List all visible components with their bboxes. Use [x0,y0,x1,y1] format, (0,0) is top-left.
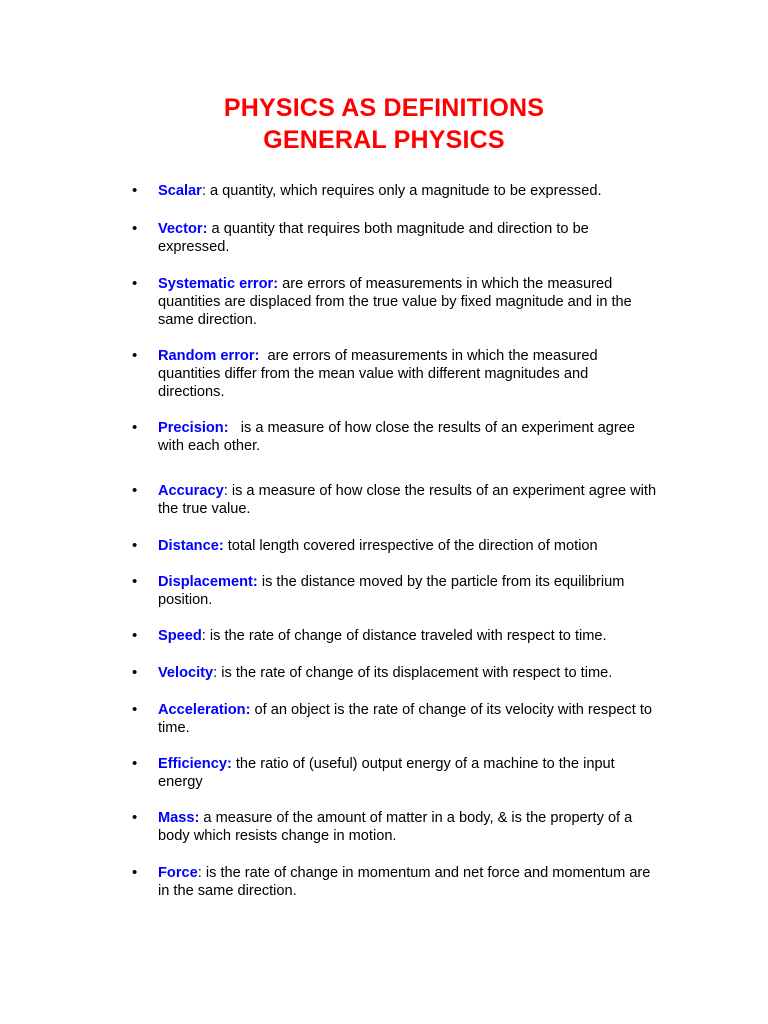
definition-term: Speed [158,628,202,644]
definition-text: is the distance moved by the particle from its equilibrium position. [158,574,629,609]
bullet-icon: • [132,182,138,199]
bullet-icon: • [132,537,138,554]
bullet-icon: • [132,627,138,644]
bullet-icon: • [132,419,138,436]
definition-text: total length covered irrespective of the direction of motion [223,538,598,554]
bullet-icon: • [132,755,138,772]
definition-text: is a measure of how close the results of an experiment agree with each other. [158,420,640,455]
definition-term: Random error: [158,348,260,364]
definition-body [158,755,658,791]
definition-body [158,701,658,737]
definition-text: are errors of measurements in which the measured quantities differ from the mean value with different magnitudes and directions. [158,348,602,401]
definition-text: is the rate of change of distance traveled with respect to time. [205,628,607,644]
definition-separator: : [213,665,218,681]
definition-text: a measure of the amount of matter in a body, & is the property of a body which resists change in motion. [158,810,637,845]
definition-term: Velocity [158,665,214,681]
bullet-icon: • [132,573,138,590]
definition-body [158,419,658,455]
definition-term: Distance: [158,538,224,554]
bullet-icon: • [132,275,138,292]
definition-text: a quantity that requires both magnitude and direction to be expressed. [158,221,593,256]
definition-body [158,573,658,609]
definition-text: is the rate of change of its displacement with respect to time. [217,665,613,681]
bullet-icon: • [132,701,138,718]
definition-term: Accuracy [158,483,224,499]
definition-text: are errors of measurements in which the measured quantities are displaced from the true value by fixed magnitude and in the same direction. [158,276,636,329]
definition-body [158,864,658,900]
definition-body [158,627,658,645]
definition-text: the ratio of (useful) output energy of a machine to the input energy [158,756,619,791]
definition-term: Displacement: [158,574,258,590]
definition-term: Efficiency: [158,756,232,772]
definition-term: Vector: [158,221,208,237]
definition-separator: : [201,183,206,199]
bullet-icon: • [132,220,138,237]
definition-term: Systematic error: [158,276,279,292]
page-subtitle: GENERAL PHYSICS [263,126,505,154]
definition-body [158,275,658,330]
bullet-icon: • [132,809,138,826]
definition-term: Precision: [158,420,229,436]
definition-body [158,347,658,402]
definition-term: Scalar [158,183,202,199]
definition-body [158,182,658,200]
definition-term: Mass: [158,810,200,826]
definition-text: is a measure of how close the results of an experiment agree with the true value. [158,483,661,518]
bullet-icon: • [132,664,138,681]
definition-body [158,482,661,518]
definition-separator: : [197,865,202,881]
definition-separator: : [223,483,228,499]
definition-text: is the rate of change in momentum and net force and momentum are in the same direction. [158,865,655,900]
definition-body [158,809,658,845]
definition-body [158,220,658,256]
bullet-icon: • [132,482,138,499]
definition-term: Acceleration: [158,702,251,718]
definition-text: a quantity, which requires only a magnitude to be expressed. [205,183,602,199]
definition-separator: : [201,628,206,644]
bullet-icon: • [132,864,138,881]
bullet-icon: • [132,347,138,364]
definition-text: of an object is the rate of change of its velocity with respect to time. [158,702,657,737]
definition-term: Force [158,865,198,881]
definition-body [158,664,658,682]
definition-body [158,537,658,555]
page-title: PHYSICS AS DEFINITIONS [223,94,545,122]
